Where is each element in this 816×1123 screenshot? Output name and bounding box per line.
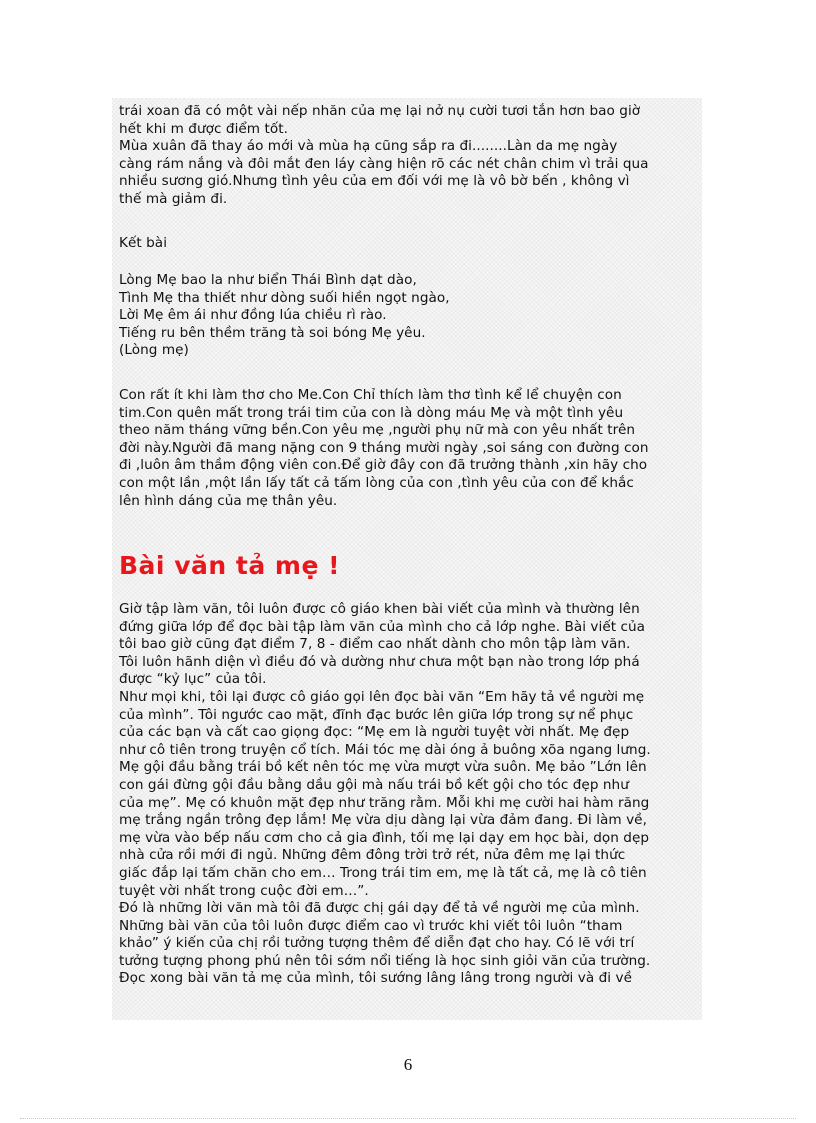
section-top-paragraph xyxy=(119,103,699,209)
text-line: theo năm tháng vững bền.Con yêu mẹ ,người phụ nữ mà con yêu nhất trên xyxy=(119,422,636,439)
text-line: như cô tiên trong truyện cổ tích. Mái tóc mẹ dài óng ả buông xõa ngang lưng. xyxy=(119,741,651,758)
text-line: đời này.Người đã mang nặng con 9 tháng mười ngày ,soi sáng con đường con xyxy=(119,439,649,456)
ket-bai-label xyxy=(119,235,699,253)
text-line: Những bài văn của tôi luôn được điểm cao vì trước khi viết tôi luôn “tham xyxy=(119,917,623,934)
text-line: Đó là những lời văn mà tôi đã được chị gái dạy để tả về người mẹ của mình. xyxy=(119,900,640,917)
text-line: thế mà giảm đi. xyxy=(119,190,228,207)
text-line: tuyệt vời nhất trong cuộc đời em…”. xyxy=(119,882,369,899)
text-line: tim.Con quên mất trong trái tim của con là dòng máu Mẹ và một tình yêu xyxy=(119,404,624,421)
text-line: khảo” ý kiến của chị rồi tưởng tượng thêm để diễn đạt cho hay. Có lẽ với trí xyxy=(119,935,635,952)
text-line: đi ,luôn âm thầm động viên con.Để giờ đây con đã trưởng thành ,xin hãy cho xyxy=(119,457,648,474)
page-bottom-divider xyxy=(20,1118,796,1119)
text-line: được “kỷ lục” của tôi. xyxy=(119,671,267,688)
text-line: tưởng tượng phong phú nên tôi sớm nổi tiếng là học sinh giỏi văn của trường. xyxy=(119,952,651,969)
text-line: Giờ tập làm văn, tôi luôn được cô giáo khen bài viết của mình và thường lên xyxy=(119,601,640,617)
poem-line: Lời Mẹ êm ái như đồng lúa chiều rì rào. xyxy=(119,307,387,324)
text-line: mẹ vừa vào bếp nấu cơm cho cả gia đình, tối mẹ lại dạy em học bài, dọn dẹp xyxy=(119,829,650,846)
section-label: Kết bài xyxy=(119,235,168,251)
text-line: nhiều sương gió.Nhưng tình yêu của em đối với mẹ là vô bờ bến , không vì xyxy=(119,173,630,190)
text-line: nhà cửa rồi mới đi ngủ. Những đêm đông trời trở rét, nửa đêm mẹ lại thức xyxy=(119,847,626,864)
poem-attribution: (Lòng mẹ) xyxy=(119,342,189,359)
text-line: đứng giữa lớp để đọc bài tập làm văn của mình cho cả lớp nghe. Bài viết của xyxy=(119,618,646,635)
page-number: 6 xyxy=(403,1055,413,1074)
text-line: Như mọi khi, tôi lại được cô giáo gọi lên đọc bài văn “Em hãy tả về người mẹ xyxy=(119,688,645,705)
text-line: của các bạn và cất cao giọng đọc: “Mẹ em là người tuyệt vời nhất. Mẹ đẹp xyxy=(119,724,630,741)
poem-line: Tình Mẹ tha thiết như dòng suối hiền ngọt ngào, xyxy=(119,289,450,306)
text-line: trái xoan đã có một vài nếp nhăn của mẹ lại nở nụ cười tươi tắn hơn bao giờ xyxy=(119,103,641,119)
text-line: của mình”. Tôi ngước cao mặt, đĩnh đạc bước lên giữa lớp trong sự nể phục xyxy=(119,706,634,723)
text-line: của mẹ”. Mẹ có khuôn mặt đẹp như trăng rằm. Mỗi khi mẹ cười hai hàm răng xyxy=(119,794,650,811)
text-line: Mùa xuân đã thay áo mới và mùa hạ cũng sắp ra đi........Làn da mẹ ngày xyxy=(119,138,618,155)
text-line: lên hình dáng của mẹ thân yêu. xyxy=(119,492,338,509)
text-line: giấc đắp lại tấm chăn cho em… Trong trái tim em, mẹ là tất cả, mẹ là cô tiên xyxy=(119,864,647,881)
text-line: Đọc xong bài văn tả mẹ của mình, tôi sướng lâng lâng trong người và đi về xyxy=(119,970,632,987)
poem xyxy=(119,272,699,360)
text-line: mẹ trắng ngần trông đẹp lắm! Mẹ vừa dịu dàng lại vừa đảm đang. Đi làm về, xyxy=(119,812,647,829)
poem-line: Tiếng ru bên thềm trăng tà soi bóng Mẹ yêu. xyxy=(119,324,426,341)
essay-body xyxy=(119,601,699,988)
text-line: Tôi luôn hãnh diện vì điều đó và dường như chưa một bạn nào trong lớp phá xyxy=(119,653,640,670)
text-line: con một lần ,một lần lấy tất cả tấm lòng của con ,tình yêu của con để khắc xyxy=(119,474,634,491)
essay-heading: Bài văn tả mẹ ! xyxy=(119,551,341,580)
text-line: hết khi m được điểm tốt. xyxy=(119,120,288,137)
poem-line: Lòng Mẹ bao la như biển Thái Bình dạt dào, xyxy=(119,272,417,288)
text-line: Con rất ít khi làm thơ cho Me.Con Chỉ thích làm thơ tình kể lể chuyện con xyxy=(119,387,622,403)
closing-paragraph xyxy=(119,387,699,510)
text-line: Mẹ gội đầu bằng trái bồ kết nên tóc mẹ vừa mượt vừa suôn. Mẹ bảo ”Lớn lên xyxy=(119,759,647,776)
text-line: càng rám nắng và đôi mắt đen láy càng hiện rõ các nét chân chim vì trải qua xyxy=(119,155,649,172)
text-line: tôi bao giờ cũng đạt điểm 7, 8 - điểm cao nhất dành cho môn tập làm văn. xyxy=(119,636,631,653)
text-line: con gái đừng gội đầu bằng dầu gội mà nấu trái bồ kết gội cho tóc đẹp như xyxy=(119,776,629,793)
